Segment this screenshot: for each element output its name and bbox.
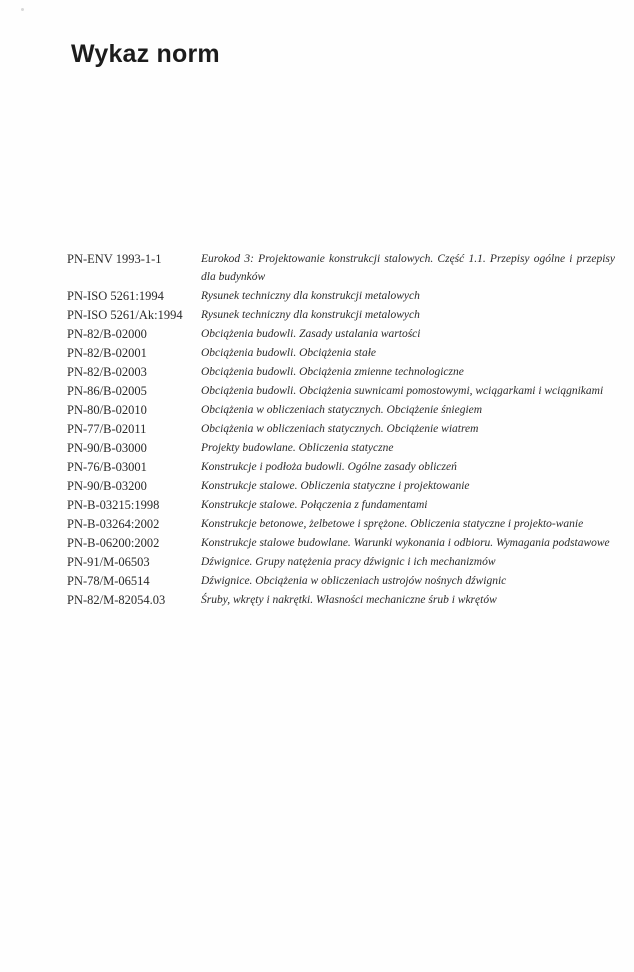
standard-description: Obciążenia budowli. Obciążenia zmienne technologiczne — [201, 366, 464, 378]
standard-row — [67, 591, 615, 609]
standard-code: PN-86/B-02005 — [67, 384, 147, 398]
standard-code: PN-ISO 5261:1994 — [67, 289, 164, 303]
standard-row — [67, 458, 615, 476]
standard-description: Obciążenia w obliczeniach statycznych. Obciążenie śniegiem — [201, 404, 483, 416]
standard-description: Eurokod 3: Projektowanie konstrukcji stalowych. Część 1.1. Przepisy ogólne i przepisy dla budynków — [201, 253, 615, 283]
standard-row — [67, 553, 615, 571]
standard-description: Konstrukcje stalowe. Obliczenia statyczne i projektowanie — [201, 480, 470, 492]
standard-description: Obciążenia budowli. Obciążenia stałe — [201, 347, 377, 359]
standard-description: Konstrukcje stalowe. Połączenia z fundamentami — [201, 499, 428, 511]
standard-description: Obciążenia budowli. Obciążenia suwnicami pomostowymi, wciągarkami i wciągnikami — [201, 385, 604, 397]
scan-speck — [21, 8, 24, 11]
standard-description: Obciążenia budowli. Zasady ustalania wartości — [201, 328, 421, 340]
standard-row — [67, 477, 615, 495]
standard-code: PN-82/B-02000 — [67, 327, 147, 341]
standard-row — [67, 325, 615, 343]
standard-code: PN-ENV 1993-1-1 — [67, 252, 162, 266]
standard-description: Rysunek techniczny dla konstrukcji metalowych — [201, 309, 420, 321]
standard-description: Śruby, wkręty i nakrętki. Własności mechaniczne śrub i wkrętów — [201, 594, 497, 606]
standard-row — [67, 287, 615, 305]
standard-code: PN-82/M-82054.03 — [67, 593, 166, 607]
standard-code: PN-B-03264:2002 — [67, 517, 160, 531]
standard-description: Dźwignice. Grupy natężenia pracy dźwignic i ich mechanizmów — [201, 556, 496, 568]
standard-row — [67, 534, 615, 552]
standard-row — [67, 306, 615, 324]
standard-code: PN-77/B-02011 — [67, 422, 147, 436]
standard-code: PN-90/B-03200 — [67, 479, 147, 493]
standard-code: PN-B-06200:2002 — [67, 536, 160, 550]
standard-row — [67, 496, 615, 514]
standard-code: PN-80/B-02010 — [67, 403, 147, 417]
standard-code: PN-ISO 5261/Ak:1994 — [67, 308, 183, 322]
standards-list — [67, 250, 615, 610]
standard-description: Obciążenia w obliczeniach statycznych. Obciążenie wiatrem — [201, 423, 479, 435]
standard-row — [67, 439, 615, 457]
standard-description: Konstrukcje i podłoża budowli. Ogólne zasady obliczeń — [201, 461, 457, 473]
standard-description: Konstrukcje stalowe budowlane. Warunki wykonania i odbioru. Wymagania podstawowe — [201, 537, 610, 549]
standard-row — [67, 250, 615, 286]
standard-description: Rysunek techniczny dla konstrukcji metalowych — [201, 290, 420, 302]
standard-code: PN-91/M-06503 — [67, 555, 150, 569]
standard-description: Projekty budowlane. Obliczenia statyczne — [201, 442, 394, 454]
standard-row — [67, 401, 615, 419]
standard-code: PN-78/M-06514 — [67, 574, 150, 588]
standard-row — [67, 363, 615, 381]
standard-row — [67, 572, 615, 590]
standard-description: Konstrukcje betonowe, żelbetowe i sprężone. Obliczenia statyczne i projekto-wanie — [201, 518, 584, 530]
page-title: Wykaz norm — [71, 40, 220, 68]
standard-code: PN-90/B-03000 — [67, 441, 147, 455]
standard-code: PN-76/B-03001 — [67, 460, 147, 474]
standard-row — [67, 420, 615, 438]
standard-code: PN-82/B-02003 — [67, 365, 147, 379]
standard-row — [67, 515, 615, 533]
standard-row — [67, 382, 615, 400]
standard-code: PN-B-03215:1998 — [67, 498, 160, 512]
standard-code: PN-82/B-02001 — [67, 346, 147, 360]
standard-description: Dźwignice. Obciążenia w obliczeniach ustrojów nośnych dźwignic — [201, 575, 507, 587]
standard-row — [67, 344, 615, 362]
